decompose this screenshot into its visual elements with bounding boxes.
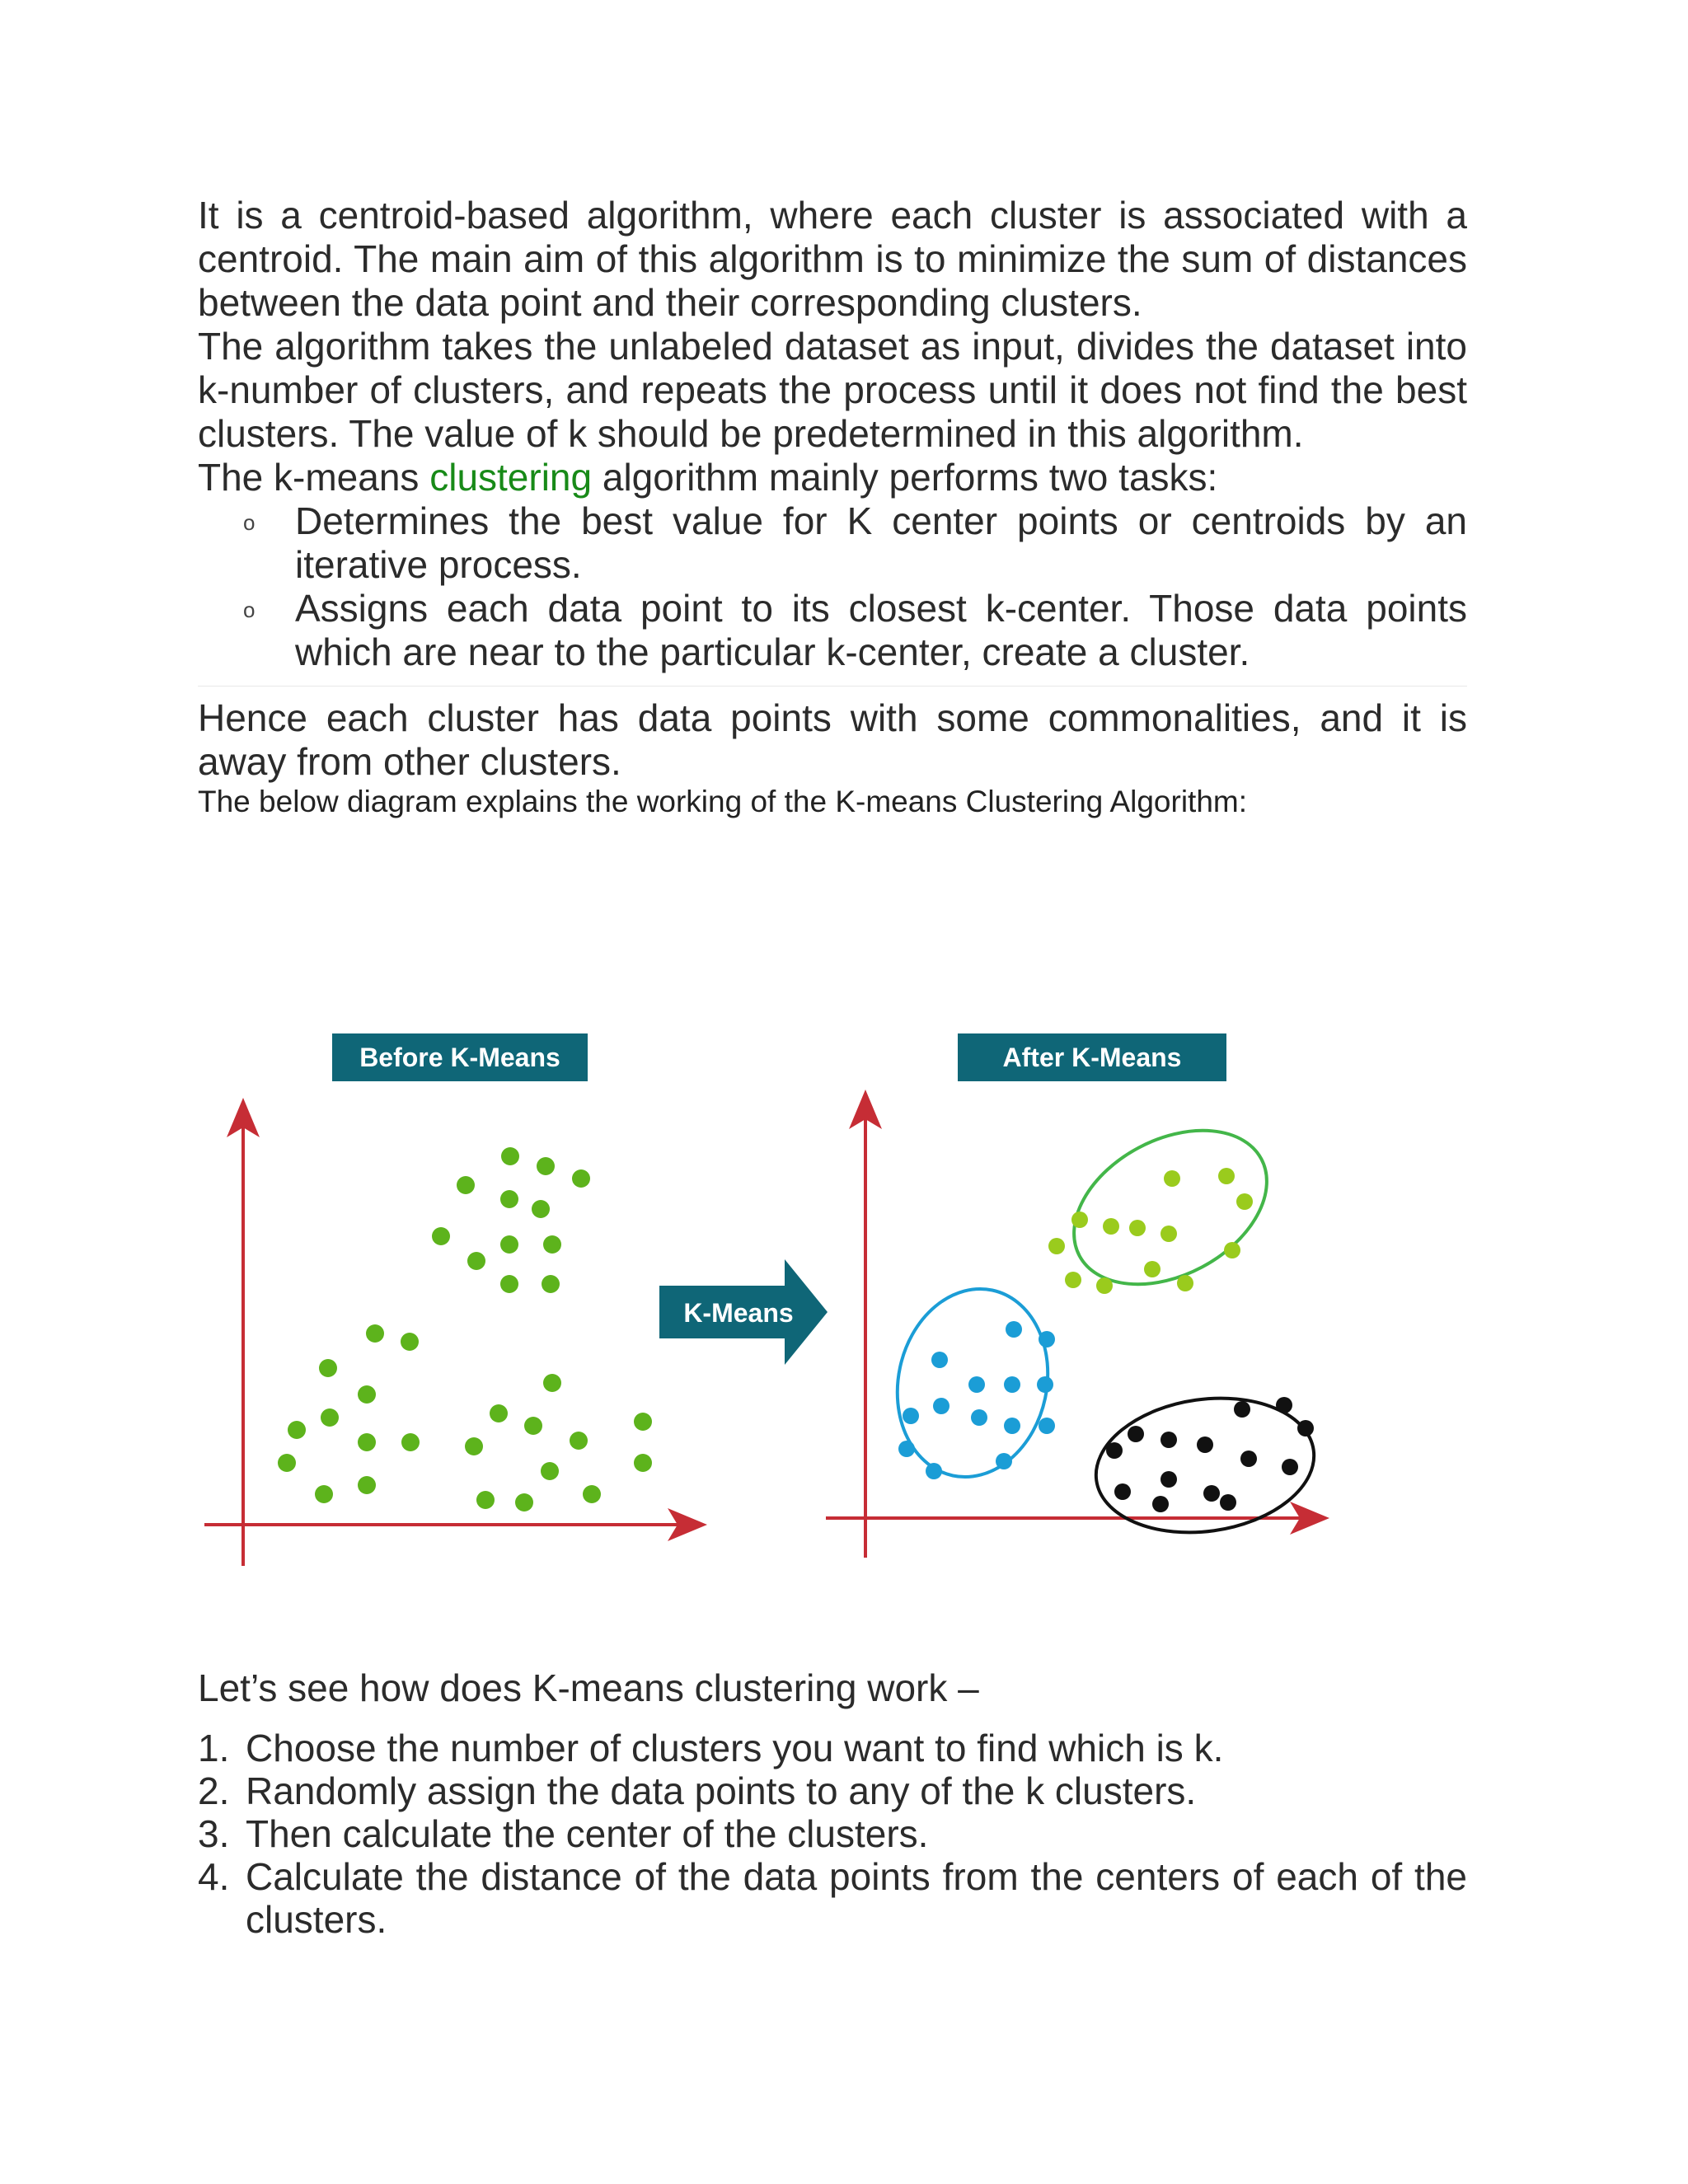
list-item — [198, 1769, 1467, 1812]
kmeans-arrow-label: K-Means — [683, 1298, 794, 1328]
before-label: Before K-Means — [359, 1043, 560, 1072]
paragraph-centroid: It is a centroid-based algorithm, where each cluster is associated with a centroid. The main aim of this algorithm is to minimize the sum of distances between the data point and their corresponding clusters. — [198, 194, 1467, 324]
bullet-icon: o — [243, 598, 256, 622]
howto-intro: Let’s see how does K-means clustering work – — [198, 1666, 979, 1709]
document-body — [198, 194, 1467, 820]
steps-list — [198, 1727, 1467, 1941]
clustering-link[interactable]: clustering — [429, 456, 593, 499]
paragraph-commonalities: Hence each cluster has data points with some commonalities, and it is away from other clusters. — [198, 696, 1467, 783]
kmeans-arrow — [659, 1259, 828, 1365]
bullet-icon: o — [243, 510, 256, 535]
tasks-intro-text-start: The k-means — [198, 456, 430, 499]
kmeans-diagram — [198, 1022, 1352, 1582]
black-cluster-points — [1106, 1397, 1314, 1512]
step-text: Calculate the distance of the data points from the centers of each of the clusters. — [246, 1855, 1467, 1941]
step-text: Then calculate the center of the clusters. — [246, 1812, 929, 1855]
after-label: After K-Means — [1002, 1043, 1182, 1072]
list-item — [198, 1812, 1467, 1855]
paragraph-tasks-intro — [198, 456, 1467, 499]
task-text: Assigns each data point to its closest k-center. Those data points which are near to the particular k-center, create a cluster. — [295, 587, 1467, 673]
blue-cluster-points — [898, 1321, 1055, 1479]
before-points — [278, 1147, 652, 1511]
green-cluster-points — [1048, 1168, 1253, 1294]
step-text: Randomly assign the data points to any of the k clusters. — [246, 1769, 1197, 1812]
step-text: Choose the number of clusters you want to find which is k. — [246, 1727, 1224, 1769]
step-number: 2. — [198, 1769, 230, 1812]
howto-section — [198, 1666, 1467, 1941]
green-cluster-outline — [1048, 1099, 1293, 1315]
tasks-list — [198, 499, 1467, 674]
kmeans-diagram-svg — [198, 1022, 1352, 1582]
divider — [198, 686, 1467, 687]
paragraph-algorithm-input: The algorithm takes the unlabeled dataset as input, divides the dataset into k-number of clusters, and repeats the process until it does not find the best clusters. The value of k should be predetermined in this algorithm. — [198, 325, 1467, 455]
diagram-caption: The below diagram explains the working of the K-means Clustering Algorithm: — [198, 785, 1248, 818]
step-number: 3. — [198, 1812, 230, 1855]
list-item — [198, 1855, 1467, 1941]
step-number: 1. — [198, 1727, 230, 1769]
list-item — [198, 499, 1467, 587]
list-item — [198, 587, 1467, 674]
step-number: 4. — [198, 1855, 230, 1898]
tasks-intro-text-end: algorithm mainly performs two tasks: — [592, 456, 1218, 499]
list-item — [198, 1727, 1467, 1769]
task-text: Determines the best value for K center points or centroids by an iterative process. — [295, 499, 1467, 586]
before-axes — [204, 1098, 707, 1566]
after-axes — [826, 1090, 1329, 1558]
